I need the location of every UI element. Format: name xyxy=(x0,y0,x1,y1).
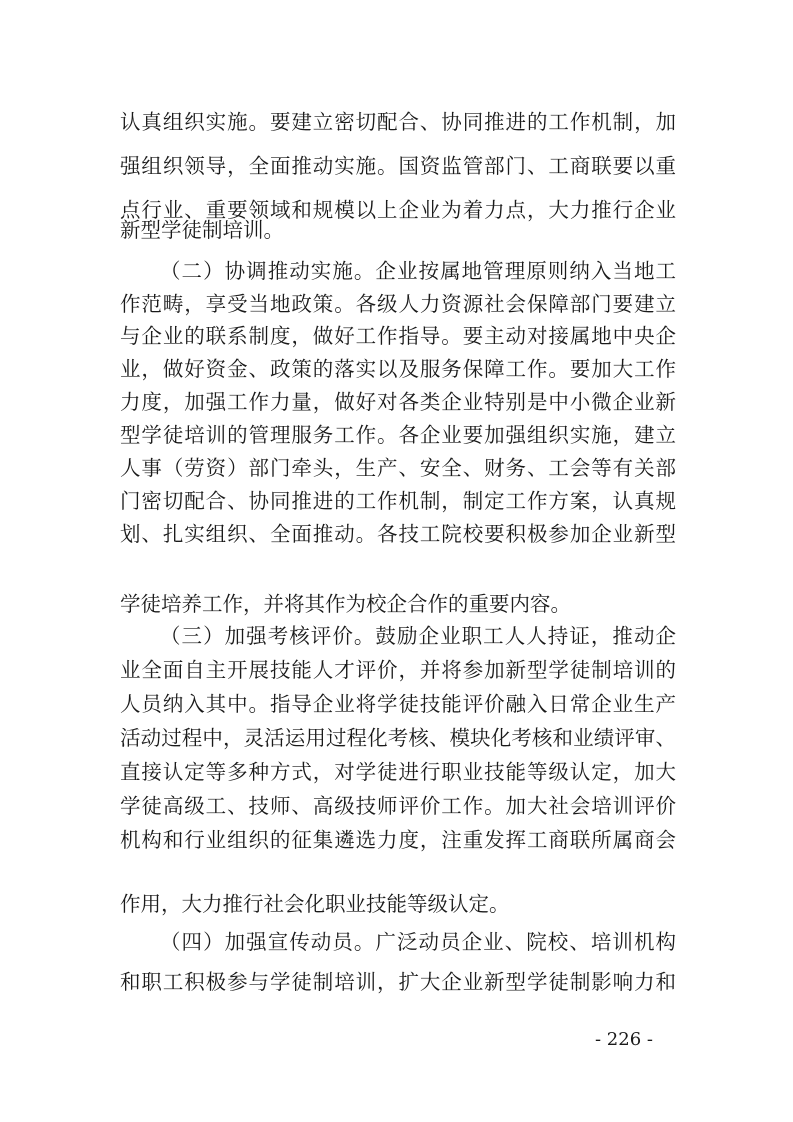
text-line: 业全面自主开展技能人才评价，并将参加新型学徒制培训的 xyxy=(120,658,676,682)
text-line: 认真组织实施。要建立密切配合、协同推进的工作机制，加 xyxy=(120,110,676,134)
text-line: 作用，大力推行社会化职业技能等级认定。 xyxy=(120,892,510,916)
text-line: 机构和行业组织的征集遴选力度，注重发挥工商联所属商会 xyxy=(120,828,676,852)
text-line: 业，做好资金、政策的落实以及服务保障工作。要加大工作 xyxy=(120,357,676,381)
page-number: - 226 - xyxy=(595,1029,653,1050)
text-line: 直接认定等多种方式，对学徒进行职业技能等级认定，加大 xyxy=(120,760,676,784)
text-line: 学徒培养工作，并将其作为校企合作的重要内容。 xyxy=(120,592,571,616)
text-line: 作范畴，享受当地政策。各级人力资源社会保障部门要建立 xyxy=(120,292,676,316)
text-line: 与企业的联系制度，做好工作指导。要主动对接属地中央企 xyxy=(120,324,676,348)
text-line: 型学徒培训的管理服务工作。各企业要加强组织实施，建立 xyxy=(120,423,676,447)
text-line: 力度，加强工作力量，做好对各类企业特别是中小微企业新 xyxy=(120,390,676,414)
section-heading-line: （二）协调推动实施。企业按属地管理原则纳入当地工 xyxy=(160,259,676,283)
text-line: 强组织领导，全面推动实施。国资监管部门、工商联要以重 xyxy=(120,154,676,178)
text-line: 点行业、重要领域和规模以上企业为着力点，大力推行企业 xyxy=(120,198,676,222)
text-line: 活动过程中，灵活运用过程化考核、模块化考核和业绩评审、 xyxy=(120,726,676,750)
section-heading-line: （四）加强宣传动员。广泛动员企业、院校、培训机构 xyxy=(160,930,676,954)
section-heading-line: （三）加强考核评价。鼓励企业职工人人持证，推动企 xyxy=(160,624,676,648)
text-line: 人事（劳资）部门牵头，生产、安全、财务、工会等有关部 xyxy=(120,456,676,480)
text-line: 人员纳入其中。指导企业将学徒技能评价融入日常企业生产 xyxy=(120,692,676,716)
text-line: 和职工积极参与学徒制培训，扩大企业新型学徒制影响力和 xyxy=(120,970,676,994)
text-line: 学徒高级工、技师、高级技师评价工作。加大社会培训评价 xyxy=(120,794,676,818)
text-line: 划、扎实组织、全面推动。各技工院校要积极参加企业新型 xyxy=(120,522,676,546)
text-line: 门密切配合、协同推进的工作机制，制定工作方案，认真规 xyxy=(120,489,676,513)
text-line: 新型学徒制培训。 xyxy=(120,218,284,242)
